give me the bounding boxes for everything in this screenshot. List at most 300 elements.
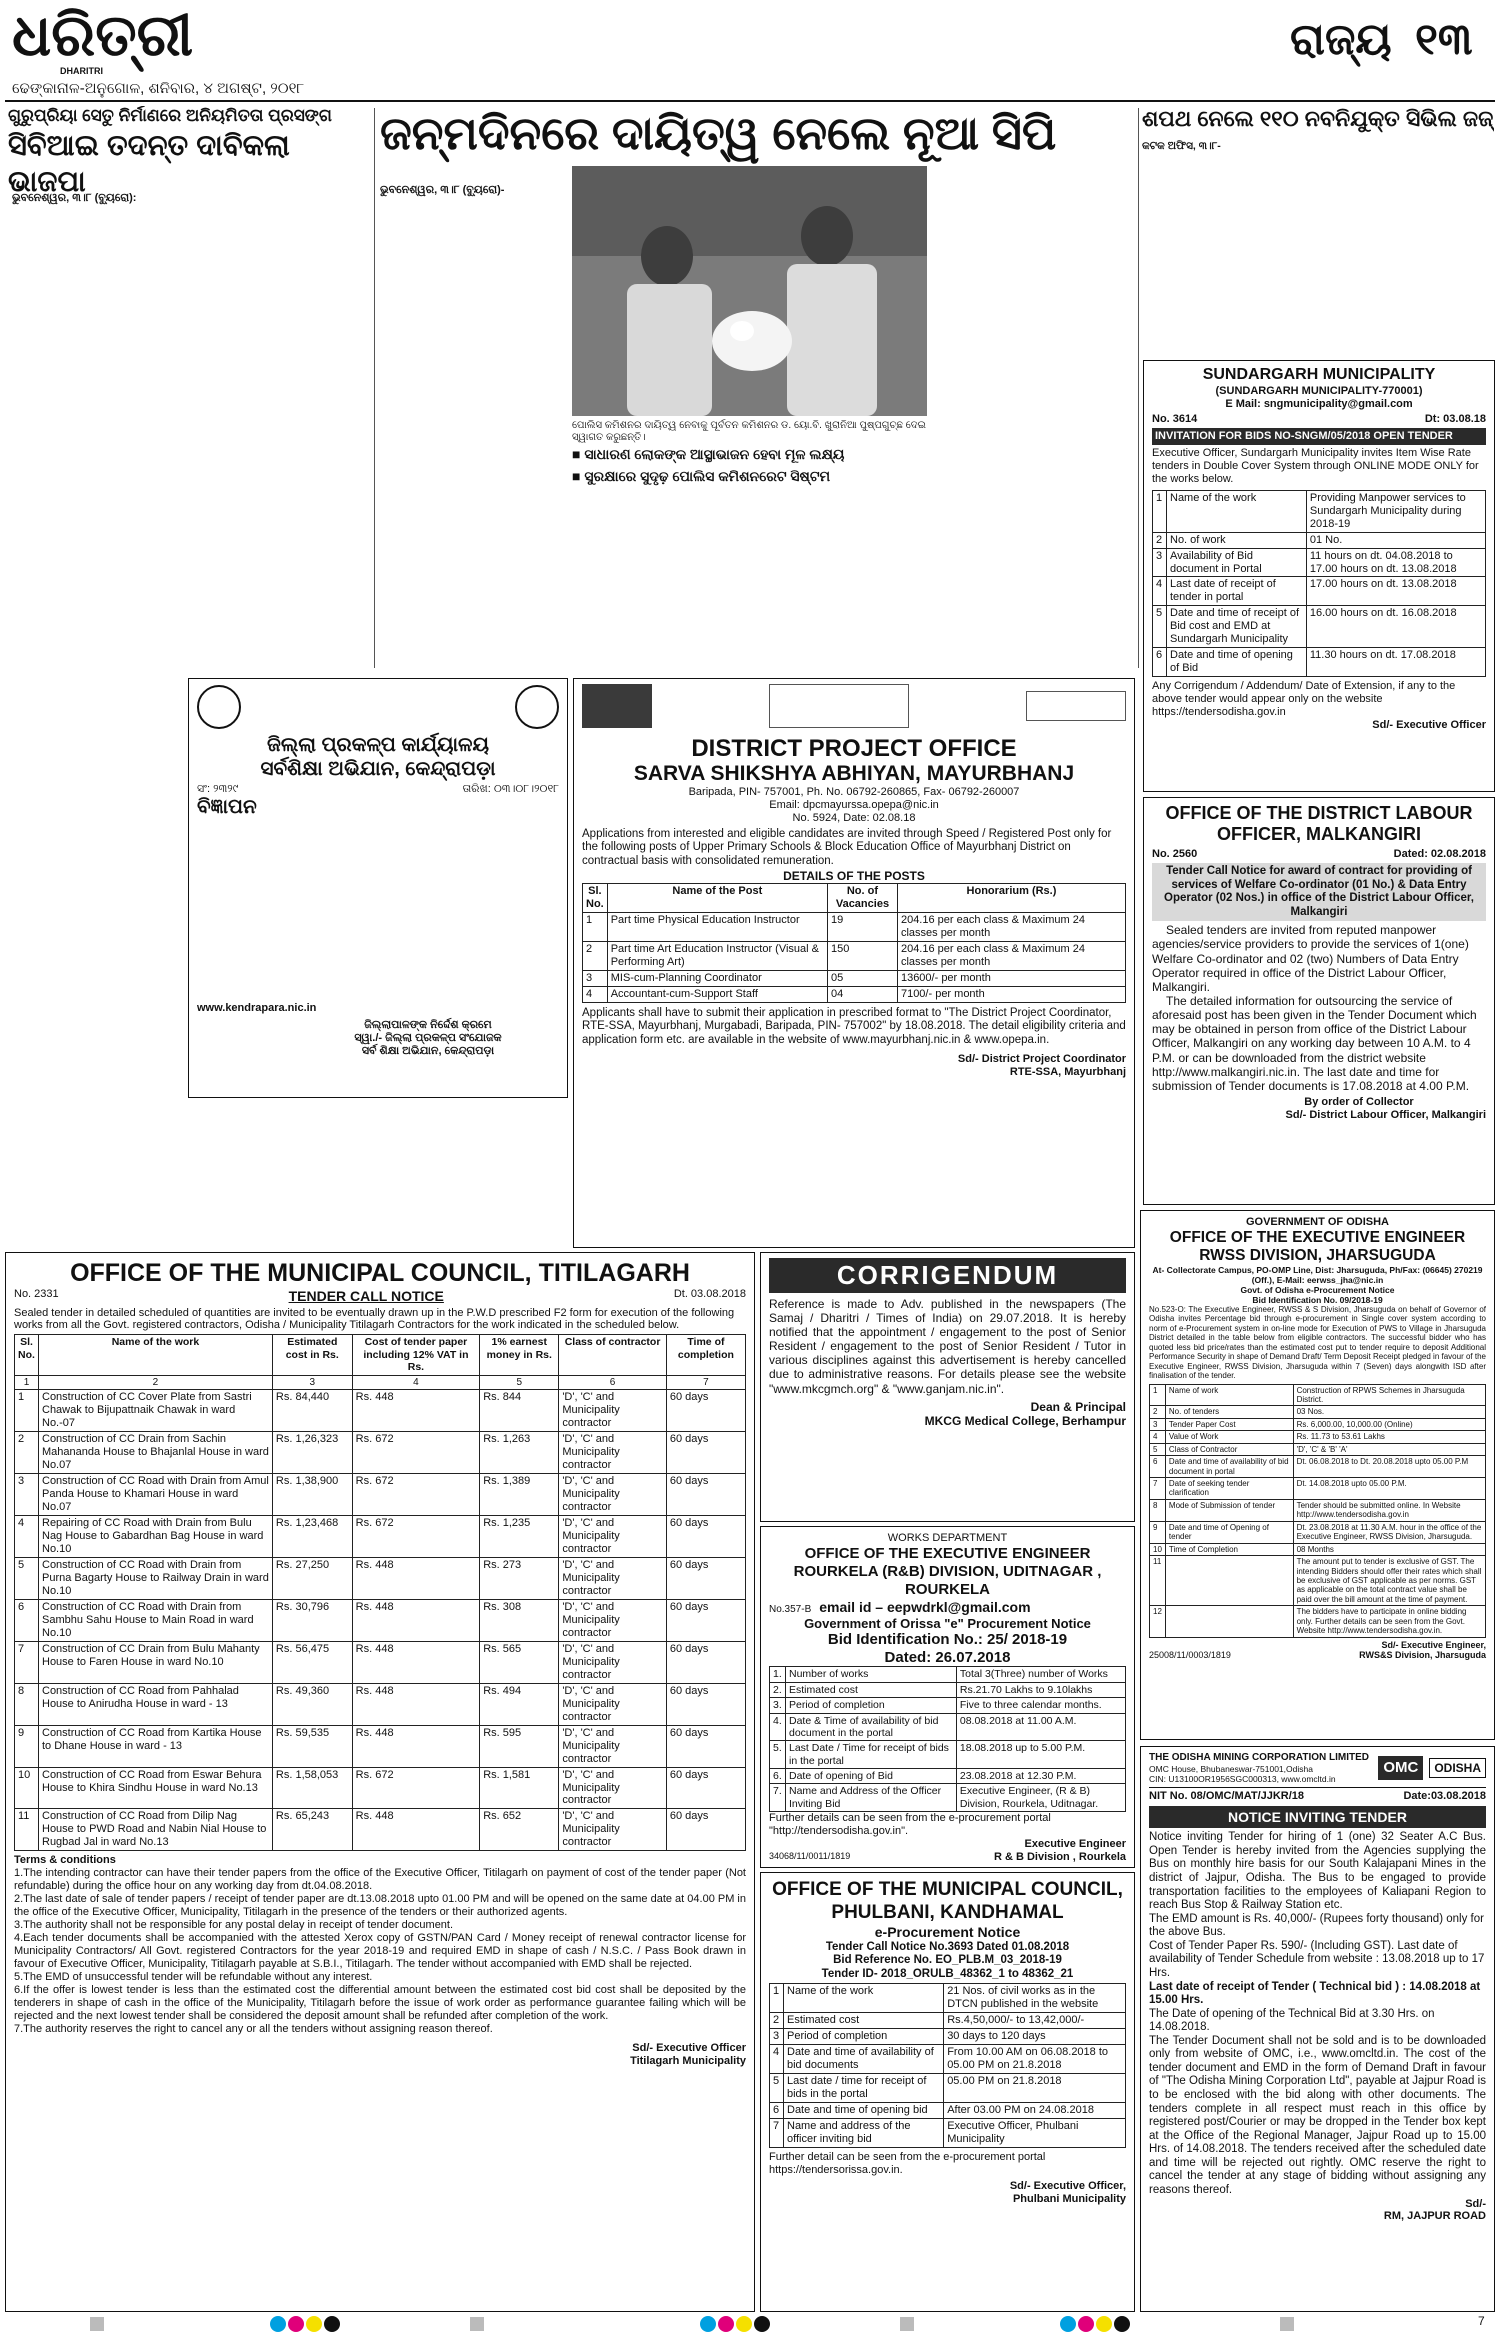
ad-emd: The EMD amount is Rs. 40,000/- (Rupees forty thousand) only for the above Bus. xyxy=(1149,1912,1484,1939)
table-cell: 1 xyxy=(770,1984,784,2013)
ref-number: ସଂ: ୨୩୨୯ xyxy=(197,783,239,796)
table-cell: 7 xyxy=(770,2118,784,2147)
table-cell: Rs. 1,389 xyxy=(480,1474,559,1516)
right-story-headline: ଶପଥ ନେଲେ ୧୧୦ ନବନିଯୁକ୍ତ ସିଭିଲ ଜଜ୍ xyxy=(1142,106,1494,131)
magenta-mark xyxy=(1078,2316,1094,2332)
term-item: 2.The last date of sale of tender papers / receipt of tender paper are dt.13.08.2018 upto 01.00 PM and will be opened on the same date at 04.00 PM in the office of the Executive Officer, Municipality, Titilagarh in the presence of the tenders or their authorized agents. xyxy=(14,1893,746,1919)
term-item: 3.The authority shall not be responsible for any postal delay in receipt of tender document. xyxy=(14,1919,454,1932)
table-cell xyxy=(1165,1606,1293,1637)
right-story-dateline: କଟକ ଅଫିସ, ୩।୮- xyxy=(1142,140,1221,152)
table-cell: 'D', 'C' and Municipality contractor xyxy=(559,1558,667,1600)
ad-sign-1: Sd/- Executive Officer, xyxy=(1009,2179,1126,2192)
table-cell: Name and address of the officer inviting bid xyxy=(784,2118,944,2147)
omc-logo-icon: OMC xyxy=(1378,1756,1423,1780)
table-cell: 60 days xyxy=(666,1725,745,1767)
ref-number: NIT No. 08/OMC/MAT/JJKR/18 xyxy=(1149,1789,1305,1802)
table-cell: Date & Time of availability of bid document in the portal xyxy=(786,1713,957,1741)
ad-intro: Executive Officer, Sundargarh Municipality invites Item Wise Rate tenders in Double Cover System through ONLINE MODE ONLY for the works below. xyxy=(1152,446,1479,485)
table-header: Time of completion xyxy=(666,1335,745,1375)
table-cell: The amount put to tender is exclusive of GST. The intending Bidders should offer their rates which shall be exclusive of GST applicable as per norms. GST as applicable on the total contract value shall be paid over the bill amount at the time of payment. xyxy=(1293,1556,1485,1606)
news-photo xyxy=(572,166,927,416)
table-cell: Rs. 448 xyxy=(352,1641,480,1683)
table-row xyxy=(1153,490,1486,532)
column-number: 3 xyxy=(272,1375,352,1390)
table-cell: 8 xyxy=(1150,1499,1166,1521)
table-header: Name of the Post xyxy=(607,883,827,912)
ad-title: CORRIGENDUM xyxy=(769,1258,1126,1293)
ad-title: OFFICE OF THE MUNICIPAL COUNCIL, TITILAGARH xyxy=(70,1259,690,1287)
ad-header: ଜିଲ୍ଲା ପ୍ରକଳ୍ପ କାର୍ଯ୍ୟାଳୟ xyxy=(267,734,489,756)
table-cell: Repairing of CC Road with Drain from Bulu Nag House to Gabardhan Bag House in ward No.10 xyxy=(39,1516,273,1558)
ref-number: No. 2560 xyxy=(1152,848,1198,860)
table-cell: 60 days xyxy=(666,1599,745,1641)
yellow-mark xyxy=(736,2316,752,2332)
table-cell: 3 xyxy=(1153,548,1167,577)
ad-website: www.kendrapara.nic.in xyxy=(197,1001,317,1014)
table-row xyxy=(770,2029,1126,2045)
table-cell: 5. xyxy=(770,1741,786,1769)
table-cell: Rs. 448 xyxy=(352,1725,480,1767)
ad-sign-2: RWS&S Division, Jharsuguda xyxy=(1359,1650,1486,1661)
table-cell: Date and time of availability of bid documents xyxy=(784,2045,944,2074)
table-cell: Period of completion xyxy=(784,2029,944,2045)
table-row xyxy=(770,1984,1126,2013)
table-cell: 3 xyxy=(1150,1418,1166,1430)
table-cell: 10 xyxy=(15,1767,39,1809)
column-number: 5 xyxy=(480,1375,559,1390)
table-cell: Rs. 672 xyxy=(352,1474,480,1516)
table-cell: Construction of CC Cover Plate from Sastri Chawak to Bijupattnaik Chawak in ward No.-07 xyxy=(39,1390,273,1432)
table-cell: 204.16 per each class & Maximum 24 classes per month xyxy=(897,941,1125,970)
company-cin: CIN: U13100OR1956SGC000313, www.omcltd.in xyxy=(1149,1773,1336,1784)
right-story-body xyxy=(1142,154,1494,354)
table-cell: Date and time of opening of Bid xyxy=(1167,648,1307,677)
table-cell: 1 xyxy=(15,1390,39,1432)
ad-code: 25008/11/0003/1819 xyxy=(1149,1650,1231,1661)
ad-gov: Government of Orissa "e" Procurement Notice xyxy=(804,1615,1091,1631)
table-row xyxy=(583,941,1126,970)
table-row xyxy=(1153,606,1486,648)
col-divider xyxy=(1138,108,1139,668)
ad-banner: NOTICE INVITING TENDER xyxy=(1149,1806,1486,1829)
section-title: ରାଜ୍ୟ xyxy=(1290,15,1392,64)
table-row xyxy=(1150,1456,1486,1478)
left-story-continuation xyxy=(8,680,183,1098)
table-cell: 4. xyxy=(770,1713,786,1741)
table-cell: 16.00 hours on dt. 16.08.2018 xyxy=(1306,606,1485,648)
ad-title-2: SARVA SHIKSHYA ABHIYAN, MAYURBHANJ xyxy=(633,762,1075,785)
table-cell: 60 days xyxy=(666,1474,745,1516)
table-cell: 9 xyxy=(1150,1521,1166,1543)
table-cell: 'D', 'C' and Municipality contractor xyxy=(559,1599,667,1641)
ad-intro: Applications from interested and eligible candidates are invited through Speed / Registered Post only for the following posts of Upper Primary Schools & Block Education Office of Mayurbhanj District on contractual basis with consolidated remuneration. xyxy=(582,827,1112,868)
black-mark xyxy=(1114,2316,1130,2332)
table-cell: Last date of receipt of tender in portal xyxy=(1167,577,1307,606)
table-cell: 7 xyxy=(1150,1478,1166,1500)
table-cell: 60 days xyxy=(666,1767,745,1809)
hockey-logo-icon xyxy=(582,684,652,728)
table-row xyxy=(770,1682,1126,1697)
ad-sign-1: Executive Engineer xyxy=(1024,1838,1126,1851)
column-number: 6 xyxy=(559,1375,667,1390)
photo-caption: ପୋଲିସ କମିଶନର ଦାୟିତ୍ୱ ନେବାକୁ ପୂର୍ବତନ କମିଶନର ଡ. ୟୋ.ବି. ଖୁରାନିଆ ପୁଷ୍ପଗୁଚ୍ଛ ଦେଇ ସ୍ୱାଗତ କରୁଛନ୍ତି। xyxy=(572,420,926,443)
table-cell: Rs. 65,243 xyxy=(272,1809,352,1851)
masthead-rule xyxy=(5,100,1495,102)
table-cell: Construction of CC Road from Dilip Nag House to PWD Road and Nabin Nial House to Rugbad Jal in ward No.13 xyxy=(39,1809,273,1851)
table-row xyxy=(770,2074,1126,2103)
table-cell: 'D', 'C' and Municipality contractor xyxy=(559,1641,667,1683)
table-cell: Dt. 14.08.2018 upto 05.00 P.M. xyxy=(1293,1478,1485,1500)
term-item: 4.Each tender documents shall be accompanied with the attested Xerox copy of GSTN/PAN Card / Money receipt of renewal contractor license for Municipality Contractors/ All Govt. registered Contractors for the year 2018-19 and required EMD in shape of cash / N.S.C. / Pass Book drawn in favour of Executive Officer, Municipality, Titilagarh payable at S.B.I., Titilagarh. The tender without accompanied with EMD shall be rejected. xyxy=(14,1932,746,1971)
center-story-headline: ଜନ୍ମଦିନରେ ଦାୟିତ୍ୱ ନେଲେ ନୂଆ ସିପି xyxy=(380,107,1057,159)
gray-mark xyxy=(1280,2317,1294,2331)
table-cell: 6. xyxy=(770,1769,786,1784)
table-cell: 'D', 'C' and Municipality contractor xyxy=(559,1683,667,1725)
center-story-body xyxy=(380,200,560,670)
table-row xyxy=(1150,1406,1486,1418)
table-row xyxy=(770,2102,1126,2118)
table-cell: 1. xyxy=(770,1667,786,1682)
table-cell: Date and time of availability of bid document in portal xyxy=(1165,1456,1293,1478)
yellow-mark xyxy=(306,2316,322,2332)
center-story-body-col2 xyxy=(572,490,927,670)
ad-sign-2: R & B Division , Rourkela xyxy=(993,1851,1126,1864)
table-cell: Construction of CC Road from Kartika House to Dhane House in ward - 13 xyxy=(39,1725,273,1767)
ad-para-1: Sealed tenders are invited from reputed manpower agencies/service providers to provide the services of 1(one) Welfare Co-ordinator and 02 (two) Numbers of Data Entry Operator required in office of the District Labour Officer, Malkangiri. xyxy=(1152,923,1469,994)
company-address: OMC House, Bhubaneswar-751001,Odisha xyxy=(1149,1763,1313,1774)
ad-dated: Dated: 26.07.2018 xyxy=(884,1648,1011,1666)
table-row xyxy=(770,1713,1126,1741)
table-cell: 7. xyxy=(770,1784,786,1812)
table-cell: 11 xyxy=(15,1809,39,1851)
terms-list xyxy=(14,1867,746,2036)
table-row xyxy=(583,912,1126,941)
table-row xyxy=(15,1390,746,1432)
table-cell: 5 xyxy=(1153,606,1167,648)
ad-footer: Further details can be seen from the e-procurement portal "http://tendersodisha.gov.in". xyxy=(769,1812,1051,1838)
term-item: 5.The EMD of unsuccessful tender will be refundable without any interest. xyxy=(14,1971,373,1984)
ad-body: Notice inviting Tender for hiring of 1 (one) 32 Seater A.C Bus. Open Tender is hereby invited from the Agencies supplying the Bus on monthly hire basis for our South Kalajapani Mines in the district of Jajpur, Odisha. The Bus to be engaged to provide transportation facilities to the employees of Kaliapani Region to reach Bus Stop & Railway Station etc. xyxy=(1149,1831,1486,1912)
table-cell: 11 hours on dt. 04.08.2018 to 17.00 hours on dt. 13.08.2018 xyxy=(1306,548,1485,577)
table-header: Cost of tender paper including 12% VAT in Rs. xyxy=(352,1335,480,1375)
ad-address-2: Govt. of Odisha e-Procurement Notice xyxy=(1240,1285,1395,1295)
table-cell: 2 xyxy=(1153,532,1167,548)
black-mark xyxy=(754,2316,770,2332)
table-cell: 5 xyxy=(15,1558,39,1600)
table-row xyxy=(770,2013,1126,2029)
mayurbhanj-ssa-ad xyxy=(573,678,1135,1248)
table-cell: Executive Officer, Phulbani Municipality xyxy=(944,2118,1126,2147)
masthead xyxy=(0,0,1500,112)
ad-sign-2: Phulbani Municipality xyxy=(1012,2192,1126,2205)
table-cell: Availability of Bid document in Portal xyxy=(1167,548,1307,577)
column-number: 7 xyxy=(666,1375,745,1390)
table-cell: Part time Physical Education Instructor xyxy=(607,912,827,941)
ad-sign-1: Sd/- Executive Officer xyxy=(632,2041,746,2054)
term-item: 6.If the offer is lowest tender is less than the estimated cost the differential amount between the estimated cost bid cost shall be deposited by the tenderers in shape of cash in the office of the Municipality, Titilagarh before the issue of work order as performance guarantee failing which will be rejected and the next lowest tender shall be considered the deposit amount shall be refunded after completion of the work. xyxy=(14,1984,746,2022)
ad-title-1: DISTRICT PROJECT OFFICE xyxy=(691,735,1017,762)
labour-office-tender-ad xyxy=(1143,797,1495,1205)
ref-date: ତାରିଖ: ୦୩।୦୮।୨୦୧୮ xyxy=(462,783,559,796)
table-cell: Rs. 672 xyxy=(352,1767,480,1809)
table-cell: 1 xyxy=(1150,1384,1166,1406)
ad-sign-2: Titilagarh Municipality xyxy=(630,2054,746,2067)
ref-number: No. 2331 xyxy=(14,1288,59,1300)
table-row xyxy=(15,1683,746,1725)
center-story xyxy=(380,106,1135,676)
table-cell: 4 xyxy=(770,2045,784,2074)
table-cell: 2 xyxy=(15,1432,39,1474)
table-cell: Rs. 448 xyxy=(352,1558,480,1600)
tender-table xyxy=(1149,1384,1486,1638)
ad-last-date: Last date of receipt of Tender ( Technical bid ) : 14.08.2018 at 15.00 Hrs. xyxy=(1149,1980,1481,2007)
table-cell: Construction of CC Drain from Sachin Mahananda House to Bhajanlal House in ward No.07 xyxy=(39,1432,273,1474)
ad-cost: Cost of Tender Paper Rs. 590/- (Including GST). Last date of availability of Tender Schedule from website : 13.08.2018 up to 17 Hrs. xyxy=(1149,1939,1485,1979)
newspaper-logo-sub: DHARITRI xyxy=(60,66,103,76)
table-cell: 9 xyxy=(15,1725,39,1767)
table-cell: 2. xyxy=(770,1682,786,1697)
table-row xyxy=(770,2045,1126,2074)
table-cell: Total 3(Three) number of Works xyxy=(956,1667,1125,1682)
ref-date: Dt: 03.08.18 xyxy=(1424,412,1486,425)
column-number: 1 xyxy=(15,1375,39,1390)
ad-sign-1: Sd/- Executive Engineer, xyxy=(1381,1639,1486,1650)
titilagarh-tender-ad xyxy=(5,1252,755,2312)
table-cell: 03 Nos. xyxy=(1293,1406,1485,1418)
table-cell: Rs. 273 xyxy=(480,1558,559,1600)
ad-footer: Applicants shall have to submit their application in prescribed format to "The District Project Coordinator, RTE-SSA, Mayurbhanj, Murgabadi, Baripada, PIN- 757002" by 18.08.2018. The detail eligibility criteria and application form etc. are available in the website of www.mayurbhanj.nic.in & www.opepa.in. xyxy=(582,1006,1126,1046)
table-cell: 4 xyxy=(15,1516,39,1558)
table-cell: 60 days xyxy=(666,1809,745,1851)
table-cell: 204.16 per each class & Maximum 24 classes per month xyxy=(897,912,1125,941)
table-cell: Construction of CC Road with Drain from Purna Bagarty House to Railway Drain in ward No.10 xyxy=(39,1558,273,1600)
table-cell: Rs. 448 xyxy=(352,1683,480,1725)
ssa-logo-icon xyxy=(769,684,909,728)
newspaper-logo: ଧରିତ୍ରୀ xyxy=(12,3,194,68)
ad-subtitle: (SUNDARGARH MUNICIPALITY-770001) xyxy=(1215,384,1423,397)
table-header: No. of Vacancies xyxy=(827,883,897,912)
ad-body xyxy=(197,822,559,1002)
table-cell: 60 days xyxy=(666,1641,745,1683)
table-row xyxy=(1150,1418,1486,1430)
sub-headline-1: ■ ସାଧାରଣ ଲୋକଙ୍କ ଆସ୍ଥାଭାଜନ ହେବା ମୂଳ ଲକ୍ଷ୍ୟ xyxy=(572,446,845,462)
table-cell: 3 xyxy=(583,970,608,986)
table-cell: 7100/- per month xyxy=(897,986,1125,1002)
table-cell: Dt. 23.08.2018 at 11.30 A.M. hour in the office of the Executive Engineer, RWSS Division, Jharsuguda. xyxy=(1293,1521,1485,1543)
ad-header-2: ସର୍ବଶିକ୍ଷା ଅଭିଯାନ, କେନ୍ଦ୍ରାପଡ଼ା xyxy=(260,757,496,780)
table-row xyxy=(770,1667,1126,1682)
gray-mark xyxy=(90,2317,104,2331)
ad-body: No.523-O: The Executive Engineer, RWSS & S Division, Jharsuguda on behalf of Governor of Odisha invites Percentage bid through e-procurement in Single cover system according to norm of e-Procurement system in on-line mode for Execution of PWS to Village in Jharsuguda District detailed in the table below from eligible contractors. The successful bidder who has quoted less bid price/rates than the estimated cost put to tender require to deposit Additional Performance Security in shape of Demand Draft/ Term Deposit Receipt pledged in favour of the Executive Engineer, RWSS Division, Jharsuguda within 7 (Seven) days alongwith ISD after finalisation of the tender. xyxy=(1149,1305,1486,1381)
ad-email: E Mail: sngmunicipality@gmail.com xyxy=(1225,397,1413,410)
ref-date: Dated: 02.08.2018 xyxy=(1393,848,1486,860)
table-row xyxy=(1150,1384,1486,1406)
ad-bid: Bid Identification No. 09/2018-19 xyxy=(1252,1295,1383,1306)
table-cell: 05.00 PM on 21.8.2018 xyxy=(944,2074,1126,2103)
table-cell: Rs. 448 xyxy=(352,1809,480,1851)
magenta-mark xyxy=(718,2316,734,2332)
ad-title: OFFICE OF THE MUNICIPAL COUNCIL, PHULBANI, KANDHAMAL xyxy=(772,1879,1123,1923)
table-cell: Rs. 56,475 xyxy=(272,1641,352,1683)
table-cell: The bidders have to participate in online bidding only. Further details can be seen from the Govt. Website http://www.tendersodisha.gov.in. xyxy=(1293,1606,1485,1637)
table-cell: 1 xyxy=(1153,490,1167,532)
table-cell xyxy=(1165,1556,1293,1606)
table-cell: 4 xyxy=(583,986,608,1002)
table-cell: 18.08.2018 up to 5.00 P.M. xyxy=(956,1741,1125,1769)
odisha-seal-icon xyxy=(515,685,559,729)
table-cell: Rs. 1,58,053 xyxy=(272,1767,352,1809)
table-row xyxy=(15,1767,746,1809)
term-item: 7.The authority reserves the right to cancel any or all the tenders without assigning reason thereof. xyxy=(14,2022,493,2035)
table-row xyxy=(15,1641,746,1683)
table-cell: Date and time of opening bid xyxy=(784,2102,944,2118)
left-story-body-col2 xyxy=(192,192,368,672)
ad-sign-1: Sd/- District Project Coordinator xyxy=(957,1053,1126,1066)
center-story-body-col3 xyxy=(936,178,1128,676)
ad-email: Email: dpcmayurssa.opepa@nic.in xyxy=(769,798,939,811)
table-cell: 150 xyxy=(827,941,897,970)
table-cell: Value of Work xyxy=(1165,1431,1293,1443)
phulbani-tender-ad xyxy=(760,1872,1135,2312)
ad-email: email id – eepwdrkl@gmail.com xyxy=(819,1598,1031,1615)
table-cell: Mode of Submission of tender xyxy=(1165,1499,1293,1521)
table-cell: 6 xyxy=(15,1599,39,1641)
table-row xyxy=(583,986,1126,1002)
ad-address: At- Collectorate Campus, PO-OMP Line, Dist: Jharsuguda, Ph/Fax: (06645) 270219 (Off.), E-Mail: eerwss_jha@nic.in xyxy=(1152,1264,1483,1285)
table-cell: 4 xyxy=(1150,1431,1166,1443)
ssa-emblem-icon xyxy=(197,685,241,729)
yellow-mark xyxy=(1096,2316,1112,2332)
table-cell: 6 xyxy=(1150,1456,1166,1478)
table-header: Honorarium (Rs.) xyxy=(897,883,1125,912)
table-row xyxy=(1153,548,1486,577)
dateline: ଢେଙ୍କାନାଳ-ଅନୁଗୋଳ, ଶନିବାର, ୪ ଅଗଷ୍ଟ, ୨୦୧୮ xyxy=(12,80,305,97)
table-cell: 5 xyxy=(1150,1443,1166,1455)
table-row xyxy=(1150,1443,1486,1455)
table-cell: 05 xyxy=(827,970,897,986)
table-row xyxy=(583,970,1126,986)
cyan-mark xyxy=(1060,2316,1076,2332)
table-cell: 5 xyxy=(770,2074,784,2103)
table-cell: 04 xyxy=(827,986,897,1002)
table-cell: Date and time of receipt of Bid cost and EMD at Sundargarh Municipality xyxy=(1167,606,1307,648)
ad-sign-2: ସ୍ୱା./- ଜିଲ୍ଲା ପ୍ରକଳ୍ପ ସଂଯୋଜକ xyxy=(354,1031,502,1044)
cyan-mark xyxy=(270,2316,286,2332)
ad-subtitle: e-Procurement Notice xyxy=(874,1924,1021,1940)
table-cell: 60 days xyxy=(666,1683,745,1725)
table-cell: Estimated cost xyxy=(786,1682,957,1697)
bid-table xyxy=(769,1983,1126,2148)
table-cell: 'D', 'C' & 'B' 'A' xyxy=(1293,1443,1485,1455)
table-cell: 60 days xyxy=(666,1558,745,1600)
left-story-headline: ସିବିଆଇ ତଦନ୍ତ ଦାବିକଲା ଭାଜପା xyxy=(8,130,290,199)
table-cell: 'D', 'C' and Municipality contractor xyxy=(559,1390,667,1432)
table-header: Class of contractor xyxy=(559,1335,667,1375)
table-cell: Rs. 672 xyxy=(352,1516,480,1558)
table-cell: Rs. 565 xyxy=(480,1641,559,1683)
ad-banner: Tender Call Notice for award of contract for providing of services of Welfare Co-ordinator (01 No.) & Data Entry Operator (02 Nos.) in office of the District Labour Officer, Malkangiri xyxy=(1152,863,1486,921)
ad-sign-2: Sd/- District Labour Officer, Malkangiri xyxy=(1285,1109,1486,1122)
kendrapara-ssa-ad xyxy=(188,678,568,1098)
table-cell: 'D', 'C' and Municipality contractor xyxy=(559,1516,667,1558)
table-cell: 08 Months xyxy=(1293,1543,1485,1555)
table-cell: 11.30 hours on dt. 17.08.2018 xyxy=(1306,648,1485,677)
table-cell: 11 xyxy=(1150,1556,1166,1606)
table-row xyxy=(15,1599,746,1641)
ref-date: Dt. 03.08.2018 xyxy=(673,1288,746,1300)
table-cell: 'D', 'C' and Municipality contractor xyxy=(559,1474,667,1516)
police-officers-photo xyxy=(572,166,927,416)
table-cell: 13600/- per month xyxy=(897,970,1125,986)
corrigendum-ad xyxy=(760,1252,1135,1522)
table-cell: 60 days xyxy=(666,1516,745,1558)
ad-title: SUNDARGARH MUNICIPALITY xyxy=(1202,366,1436,383)
ad-para-2: The detailed information for outsourcing the service of aforesaid post has been given in the Tender Document which may be obtained in person from office of the District Labour Officer, Malkangiri on any working day between 10 A.M. to 4 P.M. or can be downloaded from the district website http://www.malkangiri.nic.in. The last date and time for submission of Tender documents is 17.08.2018 at 4.00 P.M. xyxy=(1152,994,1477,1093)
table-cell: 17.00 hours on dt. 13.08.2018 xyxy=(1306,577,1485,606)
table-cell: Rs. 595 xyxy=(480,1725,559,1767)
ad-code: 34068/11/0011/1819 xyxy=(769,1851,851,1862)
table-row xyxy=(1150,1478,1486,1500)
table-row xyxy=(15,1516,746,1558)
table-cell: Name and Address of the Officer Inviting Bid xyxy=(786,1784,957,1812)
table-cell: Date of opening of Bid xyxy=(786,1769,957,1784)
table-cell: Number of works xyxy=(786,1667,957,1682)
table-cell: Date of seeking tender clarification xyxy=(1165,1478,1293,1500)
table-header: Name of the work xyxy=(39,1335,273,1375)
ad-rest: The Tender Document shall not be sold and is to be downloaded only from website of OMC, i.e., www.omcltd.in. The cost of the tender document and EMD in the form of Demand Draft in favour of "The Odisha Mining Corporation Ltd", payable at Jajpur Road is to be enclosed with the bid along with other documents. The tenders complete in all respect must reach in this office by registered post/Courier or may be dropped in the Tender box kept at the Office of the Regional Manager, Jajpur Road up to 15.00 Hrs. of 14.08.2018. The tenders received after the scheduled date and time will be rejected out rightly. OMC reserve the right to cancel the tender at any stage of bidding without assigning any reasons thereof. xyxy=(1149,2034,1486,2196)
table-row xyxy=(770,2118,1126,2147)
table-cell: Rs. 672 xyxy=(352,1432,480,1474)
table-cell: 3 xyxy=(770,2029,784,2045)
ad-bid: Bid Identification No.: 25/ 2018-19 xyxy=(827,1631,1068,1649)
table-cell: 60 days xyxy=(666,1432,745,1474)
table-row xyxy=(1150,1431,1486,1443)
table-row xyxy=(1153,577,1486,606)
gray-mark xyxy=(900,2317,914,2331)
table-row xyxy=(1150,1499,1486,1521)
table-cell: Rs. 652 xyxy=(480,1809,559,1851)
ad-footer: Further detail can be seen from the e-procurement portal https://tendersorissa.gov.in. xyxy=(769,2150,1046,2176)
ad-ref: No. 5924, Date: 02.08.18 xyxy=(792,811,916,824)
table-row xyxy=(1150,1606,1486,1637)
table-cell: 2 xyxy=(583,941,608,970)
table-cell: 60 days xyxy=(666,1390,745,1432)
left-story-dateline: ଭୁବନେଶ୍ୱର, ୩।୮ (ବ୍ୟୁରୋ): xyxy=(12,192,137,204)
table-cell: 'D', 'C' and Municipality contractor xyxy=(559,1767,667,1809)
table-cell: Rs. 1,26,323 xyxy=(272,1432,352,1474)
table-row xyxy=(15,1474,746,1516)
table-header: Estimated cost in Rs. xyxy=(272,1335,352,1375)
center-story-dateline: ଭୁବନେଶ୍ୱର, ୩।୮ (ବ୍ୟୁରୋ)- xyxy=(380,184,505,196)
ad-opening: The Date of opening of the Technical Bid at 3.30 Hrs. on 14.08.2018. xyxy=(1149,2007,1435,2034)
table-cell: Estimated cost xyxy=(784,2013,944,2029)
table-row xyxy=(770,1784,1126,1812)
table-cell: Five to three calendar months. xyxy=(956,1698,1125,1713)
table-cell: 2 xyxy=(1150,1406,1166,1418)
table-cell: Last date / time for receipt of bids in the portal xyxy=(784,2074,944,2103)
table-cell: 'D', 'C' and Municipality contractor xyxy=(559,1725,667,1767)
left-story xyxy=(8,106,373,676)
jharsuguda-tender-ad xyxy=(1140,1210,1495,1740)
omc-tender-ad xyxy=(1140,1746,1495,2312)
ad-sign-1: ଜିଲ୍ଲାପାଳଙ୍କ ନିର୍ଦ୍ଦେଶ କ୍ରମେ xyxy=(364,1018,492,1031)
table-cell: Rs. 30,796 xyxy=(272,1599,352,1641)
table-cell: 6 xyxy=(1153,648,1167,677)
table-row xyxy=(1150,1543,1486,1555)
table-cell: MIS-cum-Planning Coordinator xyxy=(607,970,827,986)
ref-number: No.357-B xyxy=(769,1603,812,1615)
bid-table xyxy=(769,1666,1126,1812)
